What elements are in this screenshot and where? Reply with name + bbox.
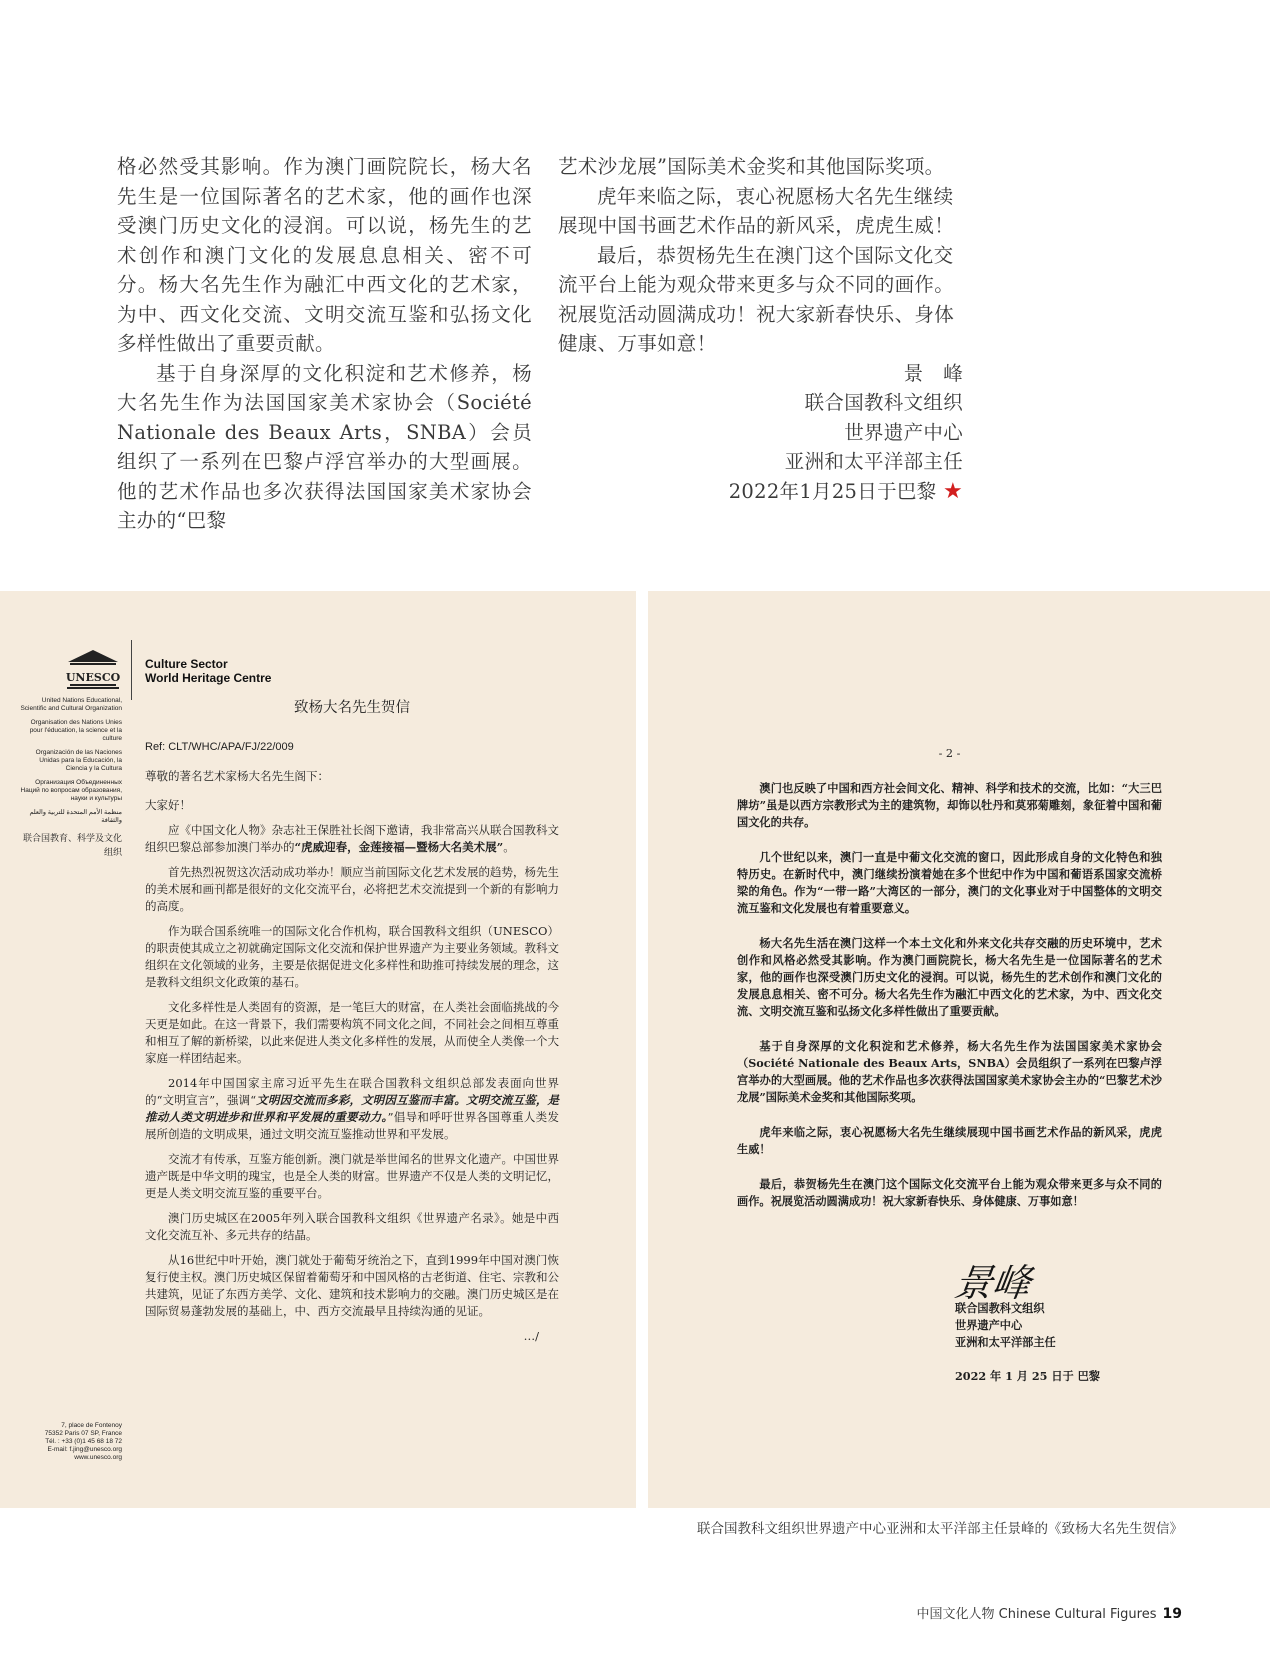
paragraph-text: 2014年中国国家主席习近平先生在联合国教科文组织总部发表面向世界的“文明宣言”，强调“ (145, 1076, 559, 1107)
letter-paragraph: 交流才有传承，互鉴方能创新。澳门就是举世闻名的世界文化遗产。中国世界遗产既是中华文明的瑰宝，也是全人类的财富。世界遗产不仅是人类的文明记忆，更是人类文明交流互鉴的重要平台。 (145, 1152, 559, 1200)
letter-2-body (737, 745, 1162, 1218)
phone-line: Tél. : +33 (0)1 45 68 18 72 (45, 1438, 122, 1445)
article-signature (558, 359, 963, 507)
letter-paragraph: 首先热烈祝贺这次活动成功举办！顺应当前国际文化艺术发展的趋势，杨先生的美术展和画刊都是很好的文化交流平台，必将把艺术交流提到一个新的有影响力的高度。 (145, 865, 559, 913)
letter-2-signature-block (955, 1300, 1175, 1385)
letter-paragraph: 几个世纪以来，澳门一直是中葡文化交流的窗口，因此形成自身的文化特色和独特历史。在新时代中，澳门继续扮演着她在多个世纪中作为中国和葡语系国家交流桥梁的角色。作为“一带一路”大湾区的一部分，澳门的文化事业对于中国整体的文明交流互鉴和文化发展也有着重要意义。 (737, 850, 1162, 915)
organization-names (20, 697, 122, 865)
page-number-label: - 2 - (938, 747, 961, 760)
signature-org: 联合国教科文组织 (804, 391, 963, 414)
handwritten-signature: 景峰 (951, 1261, 1034, 1305)
star-icon: ★ (942, 478, 963, 504)
continued-mark: …/ (523, 1329, 539, 1343)
letter-paragraph: 澳门历史城区在2005年列入联合国教科文组织《世界遗产名录》。她是中西文化交流互补、多元共存的结晶。 (145, 1211, 559, 1242)
sector-name: Culture Sector (145, 657, 228, 671)
quote-text: 文明因交流而多彩，文明因互鉴而丰富。文明交流互鉴，是推动人类文明进步和世界和平发展的重要动力。 (145, 1093, 560, 1124)
article-right-column (558, 152, 963, 506)
letter-paragraph: 虎年来临之际，衷心祝愿杨大名先生继续展现中国书画艺术作品的新风采，虎虎生威！ (737, 1125, 1162, 1156)
figure-caption: 联合国教科文组织世界遗产中心亚洲和太平洋部主任景峰的《致杨大名先生贺信》 (697, 1521, 1183, 1537)
letter-paragraph: 作为联合国系统唯一的国际文化合作机构，联合国教科文组织（UNESCO）的职责使其成立之初就确定国际文化交流和保护世界遗产为主要业务领域。教科文组织在文化领域的业务，主要是依据促进文化多样性和助推可持续发展的理念，这是教科文组织文化政策的基石。 (145, 924, 559, 989)
letter-paragraph: 文化多样性是人类固有的资源，是一笔巨大的财富，在人类社会面临挑战的今天更是如此。在这一背景下，我们需要构筑不同文化之间，不同社会之间相互尊重和相互了解的新桥梁，以此来促进人类文化多样性的发展，从而使全人类像一个大家庭一样团结起来。 (145, 1000, 559, 1065)
website-line: www.unesco.org (74, 1454, 122, 1461)
signature-date-line (558, 477, 963, 507)
address-line: 75352 Paris 07 SP, France (44, 1430, 122, 1437)
signature-org: 世界遗产中心 (844, 420, 963, 444)
org-name-fr: Organisation des Nations Unies pour l'éducation, la science et la culture (29, 719, 122, 742)
signature-org: 联合国教科文组织 (955, 1301, 1045, 1315)
article-paragraph: 最后，恭贺杨先生在澳门这个国际文化交流平台上能为观众带来更多与众不同的画作。祝展览活动圆满成功！祝大家新春快乐、身体健康、万事如意！ (558, 243, 955, 355)
unesco-address (20, 1422, 122, 1462)
org-name-es: Organización de las Naciones Unidas para la Educación, la Ciencia y la Cultura (35, 749, 122, 772)
signature-title: 亚洲和太平洋部主任 (784, 450, 963, 473)
page-footer (917, 1603, 1182, 1622)
letter-paragraph: 从16世纪中叶开始，澳门就处于葡萄牙统治之下，直到1999年中国对澳门恢复行使主权。澳门历史城区保留着葡萄牙和中国风格的古老街道、住宅、宗教和公共建筑，见证了东西方美学、文化、建筑和技术影响力的交融。澳门历史城区是在国际贸易蓬勃发展的基础上，中、西方交流最早且持续沟通的见证。 (145, 1253, 559, 1318)
article-paragraph: 基于自身深厚的文化积淀和艺术修养，杨大名先生作为法国国家美术家协会（Société Nationale des Beaux Arts，SNBA）会员组织了一系列在巴黎卢浮宫举办的大型画展。他的艺术作品也多次获得法国国家美术家协会主办的“巴黎 (117, 361, 532, 532)
page-number: 19 (1162, 1606, 1182, 1622)
letter-paragraph: 最后，恭贺杨先生在澳门这个国际文化交流平台上能为观众带来更多与众不同的画作。祝展览活动圆满成功！祝大家新春快乐、身体健康、万事如意！ (737, 1177, 1162, 1208)
letter-paragraph (145, 822, 559, 856)
org-name-en: United Nations Educational, Scientific and Cultural Organization (20, 697, 122, 712)
address-line: 7, place de Fontenoy (61, 1422, 122, 1429)
signature-date: 2022年1月25日于巴黎 (728, 479, 937, 503)
letter-title: 致杨大名先生贺信 (294, 700, 410, 716)
org-name-ar: منظمة الأمم المتحدة للتربية والعلم والثقافة (29, 809, 122, 824)
unesco-logo-text: UNESCO (65, 671, 121, 684)
letter-paragraph (145, 1075, 559, 1143)
signature-org: 世界遗产中心 (955, 1318, 1023, 1332)
header-divider (131, 640, 132, 700)
letter-paragraph: 澳门也反映了中国和西方社会间文化、精神、科学和技术的交流，比如：“大三巴牌坊”虽是以西方宗教形式为主的建筑物，却饰以牡丹和莫邪菊雕刻，象征着中国和葡国文化的共存。 (737, 781, 1162, 829)
org-name-zh: 联合国教育、科学及文化组织 (22, 833, 122, 857)
sector-heading (145, 657, 271, 685)
letter-paragraph: 基于自身深厚的文化积淀和艺术修养，杨大名先生作为法国国家美术家协会（Société Nationale des Beaux Arts，SNBA）会员组织了一系列在巴黎卢浮宫举办的大型画展。他的艺术作品也多次获得法国国家美术家协会主办的“巴黎艺术沙龙展”国际美术金奖和其他国际奖项。 (737, 1039, 1162, 1104)
article-paragraph: 格必然受其影响。作为澳门画院院长，杨大名先生是一位国际著名的艺术家，他的画作也深受澳门历史文化的浸润。可以说，杨先生的艺术创作和澳门文化的发展息息相关、密不可分。杨大名先生作为融汇中西文化的艺术家，为中、西文化交流、文明交流互鉴和弘扬文化多样性做出了重要贡献。 (117, 155, 532, 355)
letter-salutation: 尊敬的著名艺术家杨大名先生阁下： (145, 769, 329, 783)
article-paragraph: 虎年来临之际，衷心祝愿杨大名先生继续展现中国书画艺术作品的新风采，虎虎生威！ (558, 184, 955, 237)
letter-paragraph: 杨大名先生活在澳门这样一个本土文化和外来文化共存交融的历史环境中，艺术创作和风格必然受其影响。作为澳门画院院长，杨大名先生是一位国际著名的艺术家，他的画作也深受澳门历史文化的浸润。可以说，杨先生的艺术创作和澳门文化的发展息息相关、密不可分。杨大名先生作为融汇中西文化的艺术家，为中、西文化交流、文明交流互鉴和弘扬文化多样性做出了重要贡献。 (737, 936, 1162, 1018)
letter-ref: Ref: CLT/WHC/APA/FJ/22/009 (145, 741, 294, 753)
article-paragraph: 艺术沙龙展”国际美术金奖和其他国际奖项。 (558, 155, 945, 178)
signature-name: 景 峰 (903, 361, 963, 385)
paragraph-text: ”倡导和呼吁世界各国尊重人类发展所创造的文明成果，通过文明交流互鉴推动世界和平发展。 (145, 1110, 559, 1141)
letter-greeting: 大家好！ (145, 798, 191, 812)
exhibition-name: “虎威迎春，金莲接福—暨杨大名美术展” (294, 840, 504, 854)
paragraph-text: 应《中国文化人物》杂志社王保胜社长阁下邀请，我非常高兴从联合国教科文组织巴黎总部参加澳门举办的 (145, 823, 559, 854)
letter-1-body (145, 700, 559, 1345)
publication-name: 中国文化人物 Chinese Cultural Figures (916, 1607, 1157, 1622)
org-name-ru: Организация Объединенных Наций по вопросам образования, науки и культуры (20, 779, 122, 802)
signature-date: 2022 年 1 月 25 日于 巴黎 (955, 1369, 1100, 1383)
signature-title: 亚洲和太平洋部主任 (955, 1335, 1056, 1349)
article-left-column (117, 152, 532, 536)
paragraph-text: 。 (503, 840, 515, 854)
email-line: E-mail: f.jing@unesco.org (47, 1446, 122, 1453)
centre-name: World Heritage Centre (145, 671, 272, 685)
unesco-logo-icon (64, 648, 122, 690)
